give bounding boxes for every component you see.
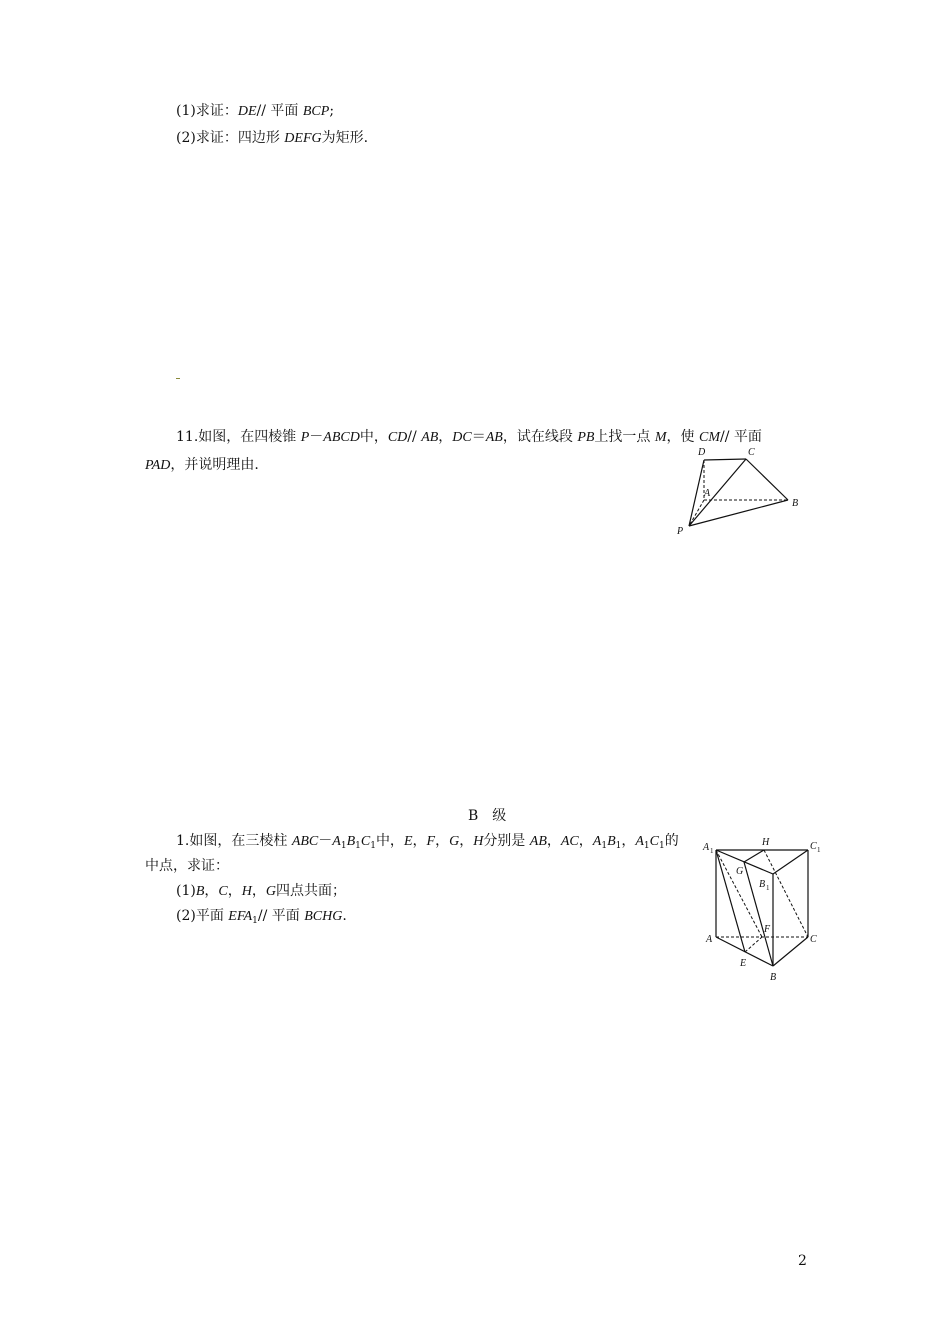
pyramid-figure [670,440,810,540]
problem11-line2 [145,455,259,476]
var: H [241,884,252,899]
text: (2)平面 [176,908,229,924]
part-prefix: (2)求证：四边形 [176,130,285,146]
text: ＝ [471,429,486,445]
text: ， [251,883,266,899]
subscript: 1 [355,841,361,851]
var: BCHG [304,909,343,924]
label-D: D [698,447,706,458]
edge-CP [689,459,746,526]
var: DC [452,430,472,445]
var: B [195,884,205,899]
var: AB [529,834,547,849]
label-A: A [703,842,710,853]
plane: BCP [302,104,330,119]
label-G: G [736,866,744,877]
var: C [360,834,371,849]
label-sub: 1 [710,847,714,855]
var: EFA [228,909,253,924]
edge-PB [689,500,788,526]
edge-A1F [716,850,762,937]
subscript: 1 [615,841,622,851]
expr: DE [237,104,257,119]
text: ， [546,833,561,849]
label-E: E [740,958,747,969]
problem10-part1 [176,101,334,122]
text: － [318,833,333,849]
text: ， [578,833,593,849]
expr: DEFG [284,131,322,146]
problemB1-part1 [176,881,346,902]
text: ， [621,833,636,849]
label-F: F [764,924,771,935]
text: ，使 [666,429,699,445]
text: － [309,429,324,445]
var: AB [421,430,439,445]
var: B [346,834,356,849]
text: ， [435,833,450,849]
text: ，试在线段 [502,429,578,445]
text: 四点共面； [276,883,346,899]
text: 分别是 [483,833,530,849]
text: 中， [375,833,404,849]
var: H [473,834,484,849]
var: ABCD [323,430,360,445]
var: A [332,834,341,849]
problemB1-line1 [176,831,679,856]
var: CM [699,430,720,445]
text: // 平面 [720,429,762,445]
label-C: C [748,447,755,458]
label-B: B [759,879,766,890]
var: G [265,884,276,899]
end: ; [329,103,335,119]
text: . [342,908,347,924]
subscript: 1 [370,841,376,851]
edge-DC [704,459,746,460]
stray-mark [176,378,180,379]
var: AB [485,430,503,445]
page-number: 2 [798,1253,807,1269]
var: ABC [291,834,319,849]
text: 的 [664,833,679,849]
subscript: 1 [252,916,258,926]
subscript: 1 [659,841,665,851]
label-P: P [677,526,684,537]
text: ， [438,429,453,445]
text: 中， [359,429,388,445]
problem10-part2 [176,128,368,149]
subscript: 1 [643,841,650,851]
text: (1) [176,883,196,899]
relation: // 平面 [256,103,303,119]
label-B-bottom: B [770,972,777,983]
var: G [449,834,460,849]
var: C [649,834,659,849]
label-sub: 1 [817,846,821,854]
var: CD [387,430,408,445]
text: 上找一点 [594,429,655,445]
label-A-bottom: A [706,934,713,945]
label-C-bottom: C [810,934,817,945]
edge-DP [689,460,704,526]
var: P [300,430,310,445]
text: 1.如图，在三棱柱 [176,833,292,849]
edge-HC [764,850,808,937]
edge-GB [744,862,773,966]
label-A: A [704,488,711,499]
prism-figure [700,832,830,987]
var: PB [577,430,595,445]
var: M [654,430,667,445]
suffix: 为矩形. [321,130,369,146]
var: E [403,834,413,849]
var: A [592,834,602,849]
part-prefix: (1)求证： [176,103,238,119]
edge-GH [744,850,764,862]
problemB1-line2: 中点，求证： [145,858,229,874]
text: ，并说明理由. [170,457,259,473]
edge-B1C1 [773,850,808,874]
var: A [635,834,644,849]
label-sub: 1 [766,884,770,892]
var: B [607,834,616,849]
label-H: H [762,837,770,848]
var: F [426,834,436,849]
var: PAD [145,458,171,473]
text: ， [459,833,474,849]
subscript: 1 [340,841,347,851]
subscript: 1 [601,841,608,851]
label-B: B [792,498,799,509]
var: C [218,884,228,899]
text: // [407,429,422,445]
edge-BC [773,937,808,966]
text: 11.如图，在四棱锥 [176,429,301,445]
text: // 平面 [257,908,305,924]
var: AC [560,834,579,849]
problemB1-part2 [176,906,347,931]
text: ， [204,883,219,899]
text: ， [227,883,242,899]
edge-CB [746,459,788,500]
text: ， [412,833,427,849]
label-C: C [810,841,817,852]
section-heading: B 级 [468,808,507,824]
edge-EF [745,937,762,952]
